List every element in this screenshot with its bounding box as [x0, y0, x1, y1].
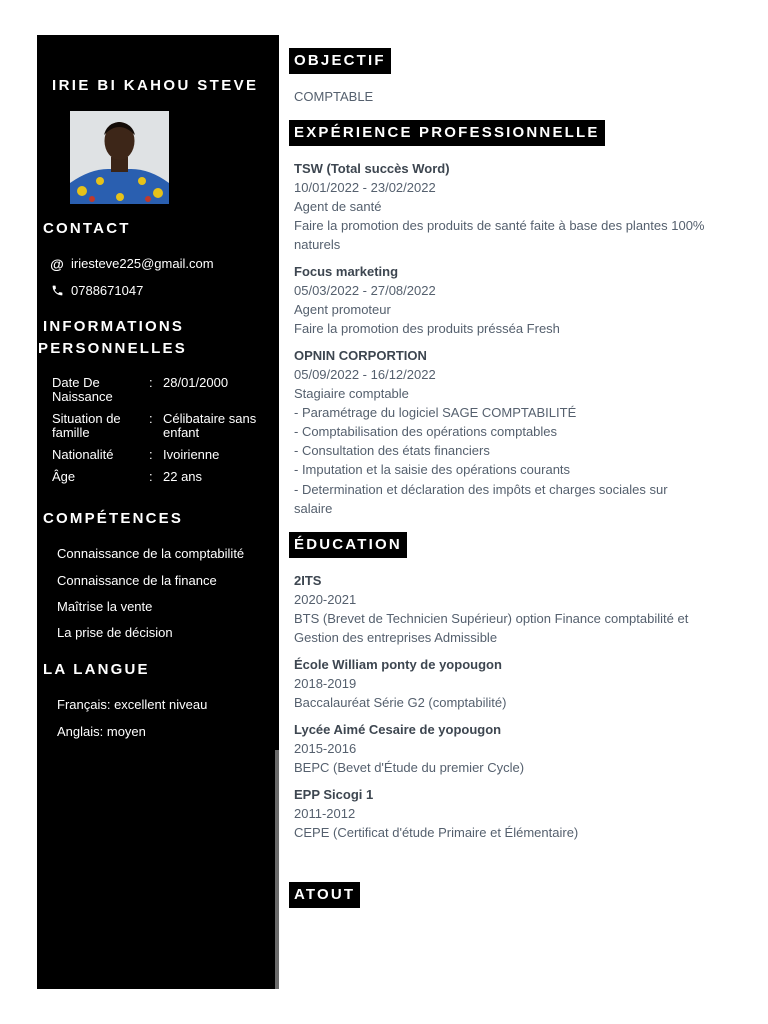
phone-row[interactable]	[50, 283, 143, 298]
experience-role: Agent promoteur	[294, 302, 391, 317]
experience-desc: - Consultation des états financiers	[294, 443, 490, 458]
candidate-name: IRIE BI KAHOU STEVE	[52, 77, 259, 94]
education-desc: Baccalauréat Série G2 (comptabilité)	[294, 695, 507, 710]
objective-text: COMPTABLE	[294, 89, 374, 104]
info-key: Âge	[52, 469, 76, 484]
experience-dates: 05/09/2022 - 16/12/2022	[294, 367, 436, 382]
skills-heading: COMPÉTENCES	[43, 510, 184, 527]
sidebar-edge	[275, 750, 279, 989]
experience-desc: Faire la promotion des produits de santé faite à base des plantes 100%	[294, 218, 705, 233]
atout-heading: ATOUT	[289, 882, 360, 908]
education-years: 2011-2012	[294, 806, 356, 821]
skill-item: Connaissance de la finance	[57, 573, 217, 588]
language-item: Anglais: moyen	[57, 724, 146, 739]
skill-item: La prise de décision	[57, 625, 173, 640]
language-item: Français: excellent niveau	[57, 697, 208, 712]
info-heading-line1: INFORMATIONS	[43, 318, 185, 335]
education-desc: Gestion des entreprises Admissible	[294, 630, 498, 645]
education-desc: BEPC (Bevet d'Étude du premier Cycle)	[294, 760, 525, 775]
profile-photo	[70, 111, 169, 204]
experience-dates: 05/03/2022 - 27/08/2022	[294, 283, 436, 298]
experience-desc: - Imputation et la saisie des opérations courants	[294, 462, 571, 477]
education-years: 2018-2019	[294, 676, 357, 691]
info-separator: :	[149, 375, 153, 390]
info-key: Date De Naissance	[52, 375, 113, 404]
experience-company: Focus marketing	[294, 264, 399, 279]
experience-desc: naturels	[294, 237, 341, 252]
info-heading-line2: PERSONNELLES	[38, 340, 187, 357]
experience-role: Stagiaire comptable	[294, 386, 409, 401]
experience-desc: - Comptabilisation des opérations comptables	[294, 424, 558, 439]
education-school: 2ITS	[294, 573, 322, 588]
email-row[interactable]	[50, 256, 214, 271]
education-years: 2015-2016	[294, 741, 357, 756]
education-school: Lycée Aimé Cesaire de yopougon	[294, 722, 502, 737]
info-value: 22 ans	[163, 469, 203, 484]
info-separator: :	[149, 411, 153, 426]
experience-role: Agent de santé	[294, 199, 382, 214]
experience-desc: Faire la promotion des produits présséa Fresh	[294, 321, 560, 336]
info-value: 28/01/2000	[163, 375, 229, 390]
experience-company: TSW (Total succès Word)	[294, 161, 450, 176]
objective-heading: OBJECTIF	[289, 48, 391, 74]
experience-heading: EXPÉRIENCE PROFESSIONNELLE	[289, 120, 605, 146]
education-school: EPP Sicogi 1	[294, 787, 374, 802]
info-key: Situation de famille	[52, 411, 121, 440]
experience-dates: 10/01/2022 - 23/02/2022	[294, 180, 436, 195]
phone-icon	[50, 284, 64, 298]
info-key: Nationalité	[52, 447, 114, 462]
education-desc: CEPE (Certificat d'étude Primaire et Élémentaire)	[294, 825, 579, 840]
contact-heading: CONTACT	[43, 220, 131, 237]
email-text: iriesteve225@gmail.com	[71, 256, 214, 271]
at-sign-icon: @	[50, 255, 64, 272]
sidebar	[37, 35, 279, 989]
phone-text: 0788671047	[71, 283, 144, 298]
info-value: Ivoirienne	[163, 447, 220, 462]
experience-desc: - Paramétrage du logiciel SAGE COMPTABILITÉ	[294, 405, 577, 420]
education-heading: ÉDUCATION	[289, 532, 407, 558]
skill-item: Maîtrise la vente	[57, 599, 153, 614]
info-value: Célibataire sans enfant	[163, 411, 257, 440]
education-years: 2020-2021	[294, 592, 357, 607]
info-separator: :	[149, 447, 153, 462]
education-desc: BTS (Brevet de Technicien Supérieur) option Finance comptabilité et	[294, 611, 689, 626]
experience-company: OPNIN CORPORTION	[294, 348, 427, 363]
info-separator: :	[149, 469, 153, 484]
education-school: École William ponty de yopougon	[294, 657, 502, 672]
skill-item: Connaissance de la comptabilité	[57, 546, 245, 561]
experience-desc: - Determination et déclaration des impôts et charges sociales sur	[294, 482, 668, 497]
experience-desc: salaire	[294, 501, 333, 516]
language-heading: LA LANGUE	[43, 661, 150, 678]
